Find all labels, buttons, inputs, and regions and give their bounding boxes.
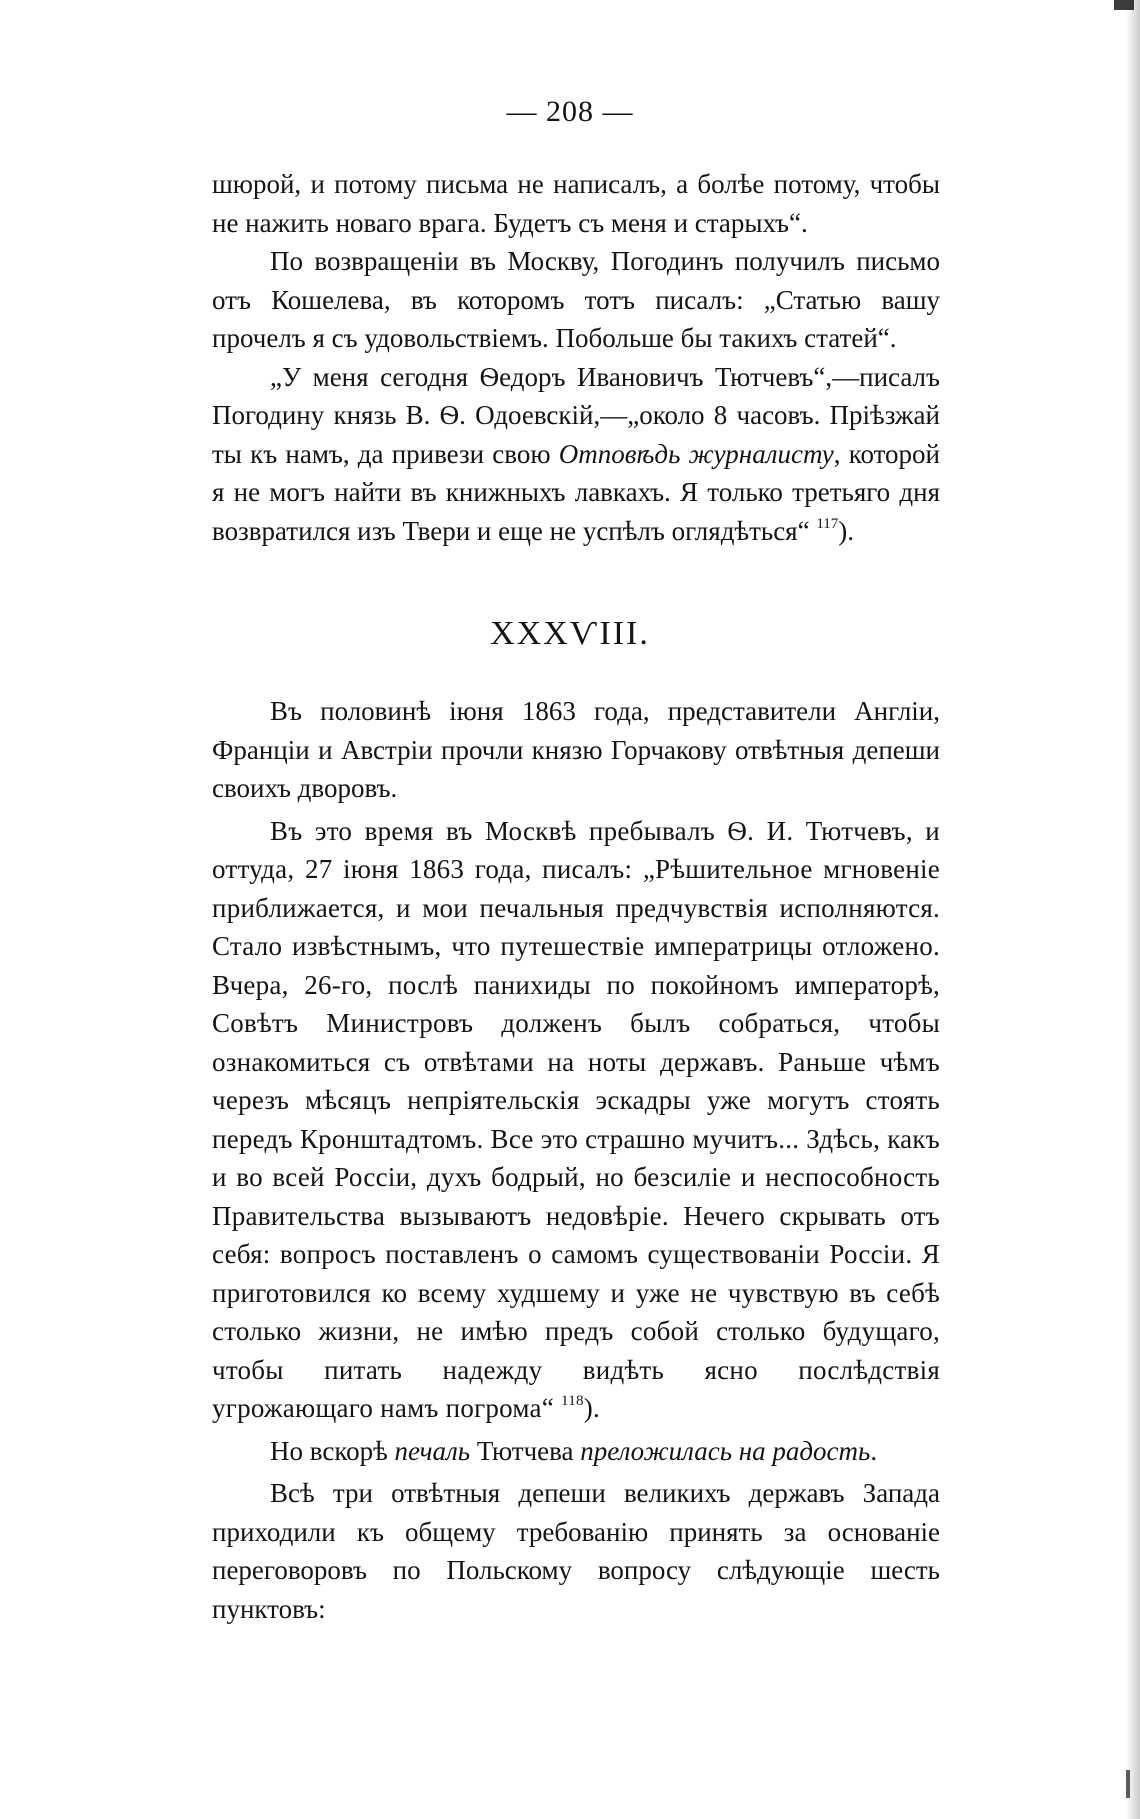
paragraph-odoevsky	[212, 358, 940, 551]
page-number: — 208 —	[506, 95, 634, 128]
footnote-ref-118: 118	[561, 1393, 584, 1409]
paragraph-dispatches: Въ половинѣ іюня 1863 года, представители Англіи, Франціи и Австріи прочли князю Горчакову отвѣтныя депеши своихъ дворовъ.	[212, 696, 940, 803]
footnote-ref-117: 117	[816, 515, 839, 532]
letter-end: ).	[583, 1393, 600, 1423]
paragraph-koshelev: По возвращеніи въ Москву, Погодинъ получилъ письмо отъ Кошелева, въ которомъ тотъ писалъ: „Статью вашу прочелъ я съ удовольствіемъ. Побольше бы такихъ статей“.	[212, 246, 940, 353]
page-edge-shadow	[1126, 0, 1140, 1819]
paragraph-six-points: Всѣ три отвѣтныя депеши великихъ державъ Запада приходили къ общему требованію принять за основаніе переговоровъ по Польскому вопросу слѣдующіе шесть пунктовъ:	[212, 1478, 940, 1624]
text-block-top	[212, 165, 940, 550]
italic-sorrow: печаль	[394, 1435, 471, 1466]
italic-turned-joy: преложилась на радость	[580, 1435, 871, 1466]
italic-title: Отповѣдь журналисту	[558, 438, 834, 469]
ink-blot-top-right	[1114, 0, 1134, 10]
quote-text-b: , которой я не могъ найти въ книжныхъ лавкахъ. Я только третьяго дня возвратился изъ Твери и еще не успѣлъ оглядѣться“	[212, 438, 940, 546]
joy-text-c: .	[870, 1435, 878, 1466]
ink-mark-bottom-right	[1126, 1770, 1130, 1798]
joy-text-a: Но вскорѣ	[270, 1435, 395, 1466]
quote-text-a: „У меня сегодня Ѳедоръ Ивановичъ Тютчевъ“,—писалъ Погодину князь В. Ѳ. Одоевскій,—„около 8 часовъ. Пріѣзжай ты къ намъ, да привези свою	[212, 361, 940, 469]
paragraph-tyutchev-letter	[212, 812, 940, 1428]
letter-text: Въ это время въ Москвѣ пребывалъ Ѳ. И. Тютчевъ, и оттуда, 27 іюня 1863 года, писалъ: „Рѣшительное мгновеніе приближается, и мои печальныя предчувствія исполняются. Стало извѣстнымъ, что путешествіе императрицы отложено. Вчера, 26-го, послѣ панихиды по покойномъ императорѣ, Совѣтъ Министровъ долженъ былъ собраться, чтобы ознакомиться съ отвѣтами на ноты державъ. Раньше чѣмъ черезъ мѣсяцъ непріятельскія эскадры уже могутъ стоять передъ Кронштадтомъ. Все это страшно мучитъ... Здѣсь, какъ и во всей Россіи, духъ бодрый, но безсиліе и неспособность Правительства вызываютъ недовѣріе. Нечего скрывать отъ себя: вопросъ поставленъ о самомъ существованіи Россіи. Я приготовился ко всему худшему и уже не чувствую въ себѣ столько жизни, не имѣю предъ собой столько будущаго, чтобы питать надежду видѣть ясно послѣдствія угрожающаго намъ погрома“	[212, 815, 940, 1423]
paragraph-joy	[212, 1432, 940, 1471]
chapter-heading: XXXѴIII.	[490, 615, 650, 652]
joy-text-b: Тютчева	[470, 1435, 581, 1466]
quote-end: ).	[838, 515, 855, 546]
text-block-bottom	[212, 692, 940, 1628]
paragraph-continuation: шюрой, и потому письма не написалъ, а болѣе потому, чтобы не нажить новаго врага. Будетъ съ меня и старыхъ“.	[212, 169, 940, 238]
